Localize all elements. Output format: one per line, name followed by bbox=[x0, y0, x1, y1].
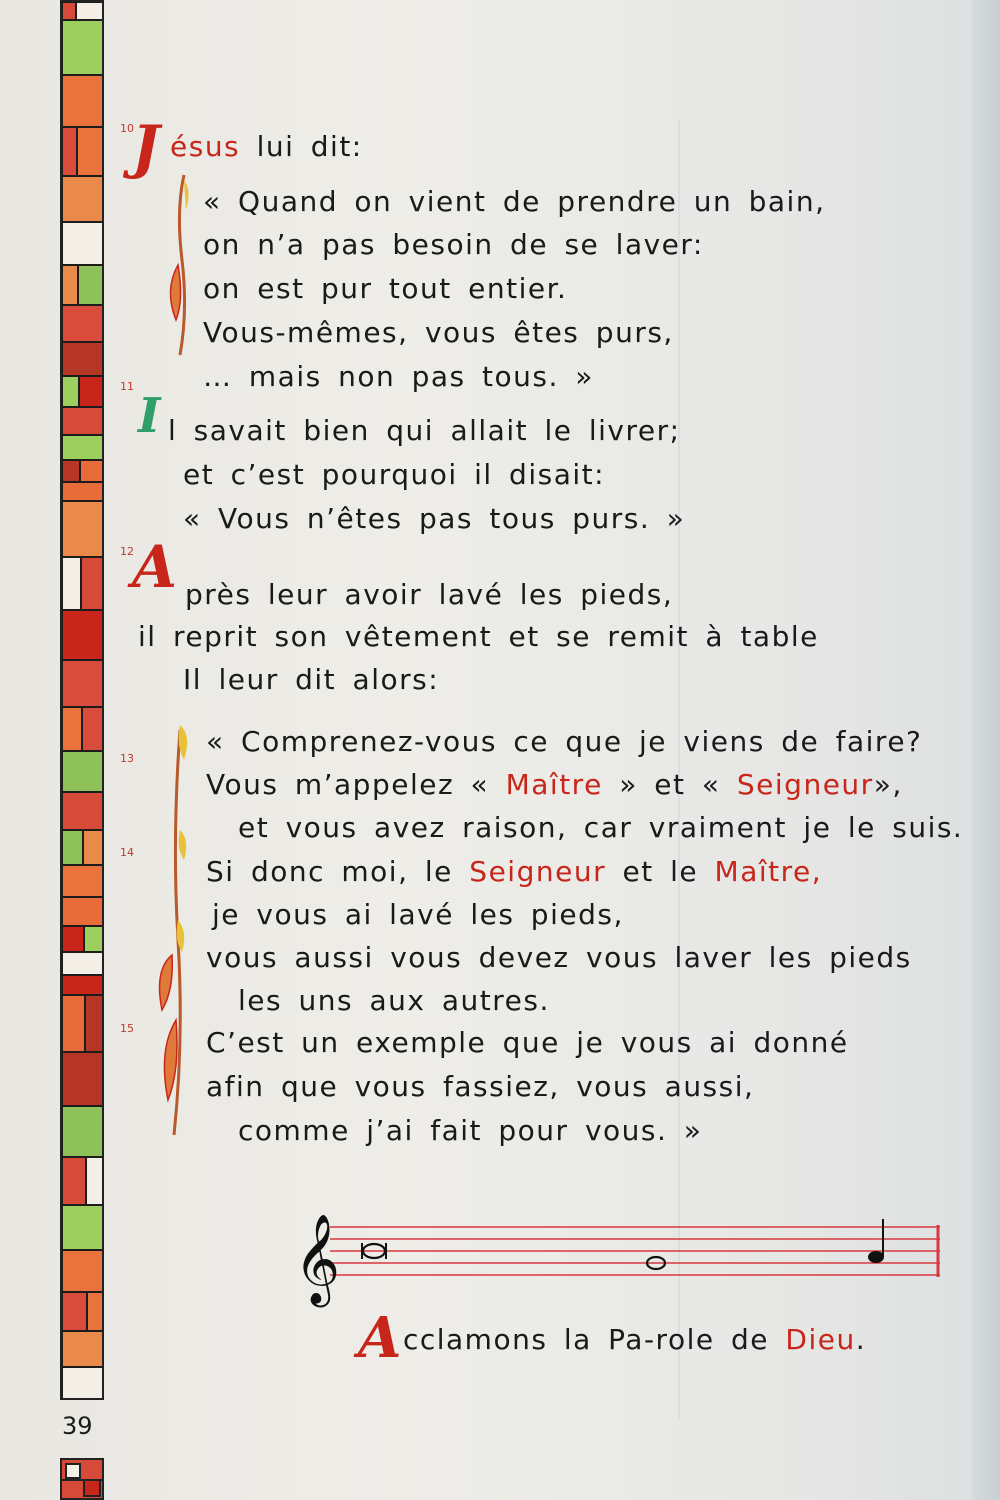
verse-14-line-1-a: Si donc moi, le bbox=[206, 855, 453, 888]
flourish-ornament-long bbox=[150, 720, 196, 1140]
verse-15-line-3: comme j’ai fait pour vous. » bbox=[238, 1114, 703, 1147]
verse-number-12: 12 bbox=[120, 545, 134, 558]
verse-12-line-1: près leur avoir lavé les pieds, bbox=[185, 578, 674, 611]
verse-13-line-2-c: » et « bbox=[619, 768, 721, 801]
verse-12-line-3: Il leur dit alors: bbox=[183, 663, 440, 696]
word-jesus: ésus bbox=[170, 130, 241, 163]
word-seigneur: Seigneur bbox=[736, 768, 874, 801]
verse-10-line-6: … mais non pas tous. » bbox=[203, 360, 594, 393]
verse-14-line-3: vous aussi vous devez vous laver les pieds bbox=[206, 941, 912, 974]
acclamation-dropcap: A bbox=[358, 1305, 403, 1371]
word-dieu: Dieu bbox=[785, 1323, 856, 1356]
verse-10-line-5: Vous-mêmes, vous êtes purs, bbox=[203, 316, 674, 349]
music-staff bbox=[290, 1205, 950, 1315]
stained-glass-border-bottom bbox=[60, 1458, 104, 1500]
stained-glass-pattern bbox=[62, 2, 104, 1400]
verse-14-line-4: les uns aux autres. bbox=[238, 984, 550, 1017]
verse-13-line-2 bbox=[206, 768, 903, 801]
verse-13-line-2-e: », bbox=[873, 768, 903, 801]
verse-12-line-2: il reprit son vêtement et se remit à table bbox=[138, 620, 819, 653]
word-maitre: Maître bbox=[505, 768, 603, 801]
verse-13-line-2-a: Vous m’appelez « bbox=[206, 768, 490, 801]
note-quarter bbox=[868, 1219, 884, 1263]
stained-glass-border bbox=[60, 0, 104, 1400]
verse-13-line-3: et vous avez raison, car vraiment je le suis. bbox=[238, 811, 964, 844]
verse-number-10: 10 bbox=[120, 122, 134, 135]
verse-number-11: 11 bbox=[120, 380, 134, 393]
verse-10-line-1-tail: lui dit: bbox=[256, 130, 363, 163]
verse-13-line-1: « Comprenez-vous ce que je viens de faire? bbox=[206, 725, 923, 758]
acclamation-text: cclamons la Pa-role de bbox=[402, 1323, 769, 1356]
verse-number-13: 13 bbox=[120, 752, 134, 765]
verse-11-line-3: « Vous n’êtes pas tous purs. » bbox=[183, 502, 686, 535]
verse-10-line-4: on est pur tout entier. bbox=[203, 272, 568, 305]
verse-14-line-1 bbox=[206, 855, 822, 888]
dropcap-j: J bbox=[132, 113, 160, 181]
word-seigneur-2: Seigneur bbox=[469, 855, 607, 888]
verse-14-line-1-c: et le bbox=[622, 855, 699, 888]
dropcap-a: A bbox=[132, 533, 178, 601]
acclamation-end: . bbox=[855, 1323, 867, 1356]
page-edge bbox=[972, 0, 1000, 1500]
verse-11-line-1: l savait bien qui allait le livrer; bbox=[168, 414, 681, 447]
dropcap-i: I bbox=[138, 388, 161, 444]
verse-11-line-2: et c’est pourquoi il disait: bbox=[183, 458, 606, 491]
verse-15-line-2: afin que vous fassiez, vous aussi, bbox=[206, 1070, 755, 1103]
acclamation bbox=[358, 1305, 866, 1371]
treble-clef-icon: 𝄞 bbox=[294, 1214, 341, 1304]
verse-number-15: 15 bbox=[120, 1022, 134, 1035]
verse-15-line-1: C’est un exemple que je vous ai donné bbox=[206, 1026, 849, 1059]
verse-10-line-2: « Quand on vient de prendre un bain, bbox=[203, 185, 826, 218]
verse-14-line-2: je vous ai lavé les pieds, bbox=[212, 898, 624, 931]
flourish-ornament bbox=[162, 170, 196, 360]
page-number: 39 bbox=[62, 1412, 93, 1440]
verse-number-14: 14 bbox=[120, 846, 134, 859]
word-maitre-2: Maître, bbox=[714, 855, 823, 888]
verse-10-line-3: on n’a pas besoin de se laver: bbox=[203, 228, 704, 261]
verse-10-line-1 bbox=[170, 130, 363, 163]
